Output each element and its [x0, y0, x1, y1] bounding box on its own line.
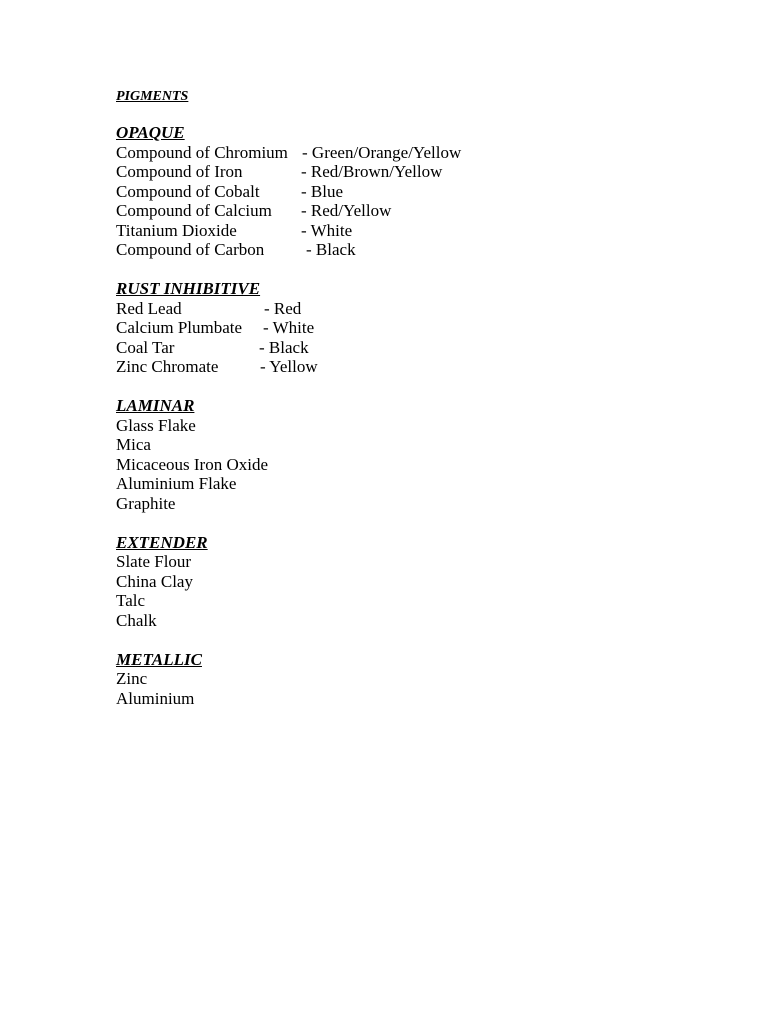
list-item — [116, 240, 736, 260]
pigment-color: - White — [301, 220, 353, 240]
list-item — [116, 201, 736, 221]
pigment-name: Compound of Calcium — [116, 201, 272, 220]
pigment-color: - Black — [306, 240, 356, 259]
pigment-color: - Red/Brown/Yellow — [301, 162, 443, 181]
list-item — [116, 143, 736, 163]
list-item: Slate Flour — [116, 552, 192, 571]
pigment-name: Red Lead — [116, 298, 182, 318]
pigment-name: Compound of Carbon — [116, 240, 265, 259]
pigment-name: Coal Tar — [116, 337, 175, 357]
list-item — [116, 338, 736, 358]
list-item — [116, 318, 736, 338]
list-item: Zinc — [116, 669, 148, 688]
section-heading-metallic: METALLIC — [116, 649, 202, 669]
pigment-color: - Red/Yellow — [301, 201, 392, 220]
document-page — [116, 88, 736, 728]
list-item — [116, 357, 736, 377]
list-item — [116, 162, 736, 182]
pigment-name: Zinc Chromate — [116, 357, 219, 376]
section-opaque — [116, 123, 736, 260]
pigment-color: - Yellow — [260, 357, 318, 376]
section-heading-laminar: LAMINAR — [116, 396, 195, 415]
pigment-color: - White — [263, 318, 315, 337]
list-item: Aluminium Flake — [116, 474, 237, 493]
section-heading-extender: EXTENDER — [116, 532, 208, 552]
list-item — [116, 299, 736, 319]
pigment-name: Compound of Chromium — [116, 142, 288, 162]
pigment-color: - Green/Orange/Yellow — [302, 142, 462, 162]
section-laminar — [116, 396, 736, 513]
pigment-name: Calcium Plumbate — [116, 318, 243, 337]
pigment-color: - Black — [259, 337, 309, 357]
list-item: Micaceous Iron Oxide — [116, 454, 269, 474]
pigment-color: - Blue — [301, 181, 344, 201]
section-heading-rust-inhibitive: RUST INHIBITIVE — [116, 279, 261, 298]
list-item — [116, 182, 736, 202]
pigment-name: Compound of Cobalt — [116, 181, 260, 201]
list-item — [116, 221, 736, 241]
section-metallic — [116, 650, 736, 709]
list-item: Mica — [116, 435, 151, 454]
section-extender — [116, 533, 736, 631]
list-item: Chalk — [116, 610, 157, 630]
list-item: Graphite — [116, 493, 176, 513]
pigment-color: - Red — [264, 298, 302, 318]
pigment-name: Titanium Dioxide — [116, 220, 237, 240]
list-item: Talc — [116, 591, 146, 610]
list-item: Glass Flake — [116, 415, 196, 435]
section-heading-opaque: OPAQUE — [116, 123, 185, 142]
list-item: Aluminium — [116, 688, 195, 708]
section-rust-inhibitive — [116, 279, 736, 377]
list-item: China Clay — [116, 571, 193, 591]
document-title: PIGMENTS — [116, 89, 189, 104]
pigment-name: Compound of Iron — [116, 162, 243, 181]
